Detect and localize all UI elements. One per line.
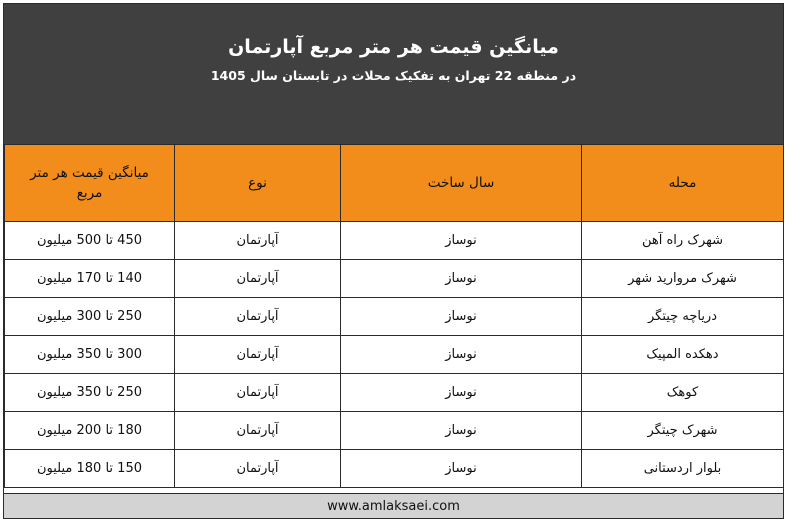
cell-avg-price: 140 تا 170 میلیون: [5, 260, 175, 298]
cell-avg-price: 250 تا 350 میلیون: [5, 374, 175, 412]
cell-avg-price: 450 تا 500 میلیون: [5, 222, 175, 260]
column-header-build-year: سال ساخت: [341, 145, 582, 222]
column-header-row: [5, 145, 784, 222]
cell-neighborhood: شهرک چیتگر: [582, 412, 784, 450]
table-row: [5, 374, 784, 412]
cell-type: آپارتمان: [175, 260, 341, 298]
table-header-banner: [4, 4, 783, 144]
cell-avg-price: 250 تا 300 میلیون: [5, 298, 175, 336]
website-url: www.amlaksaei.com: [327, 499, 460, 514]
cell-neighborhood: کوهک: [582, 374, 784, 412]
cell-neighborhood: شهرک راه آهن: [582, 222, 784, 260]
cell-type: آپارتمان: [175, 450, 341, 488]
column-header-type: نوع: [175, 145, 341, 222]
cell-type: آپارتمان: [175, 336, 341, 374]
cell-build-year: نوساز: [341, 222, 582, 260]
price-table-frame: [3, 3, 784, 519]
cell-neighborhood: دریاچه چیتگر: [582, 298, 784, 336]
page-title: میانگین قیمت هر متر مربع آپارتمان: [228, 36, 559, 58]
cell-neighborhood: بلوار اردستانی: [582, 450, 784, 488]
column-header-avg-price: میانگین قیمت هر متر مربع: [5, 145, 175, 222]
cell-type: آپارتمان: [175, 412, 341, 450]
cell-build-year: نوساز: [341, 298, 582, 336]
cell-build-year: نوساز: [341, 374, 582, 412]
website-footer: [4, 493, 783, 518]
cell-avg-price: 150 تا 180 میلیون: [5, 450, 175, 488]
table-row: [5, 336, 784, 374]
page-subtitle: در منطقه 22 تهران به تفکیک محلات در تابستان سال 1405: [210, 68, 577, 83]
cell-neighborhood: شهرک مروارید شهر: [582, 260, 784, 298]
cell-type: آپارتمان: [175, 374, 341, 412]
cell-build-year: نوساز: [341, 412, 582, 450]
cell-build-year: نوساز: [341, 260, 582, 298]
cell-build-year: نوساز: [341, 336, 582, 374]
column-header-neighborhood: محله: [582, 145, 784, 222]
cell-neighborhood: دهکده المپیک: [582, 336, 784, 374]
cell-build-year: نوساز: [341, 450, 582, 488]
cell-type: آپارتمان: [175, 298, 341, 336]
cell-type: آپارتمان: [175, 222, 341, 260]
table-row: [5, 260, 784, 298]
table-row: [5, 450, 784, 488]
table-row: [5, 222, 784, 260]
table-row: [5, 412, 784, 450]
table-row: [5, 298, 784, 336]
price-table: [4, 144, 784, 488]
cell-avg-price: 300 تا 350 میلیون: [5, 336, 175, 374]
cell-avg-price: 180 تا 200 میلیون: [5, 412, 175, 450]
